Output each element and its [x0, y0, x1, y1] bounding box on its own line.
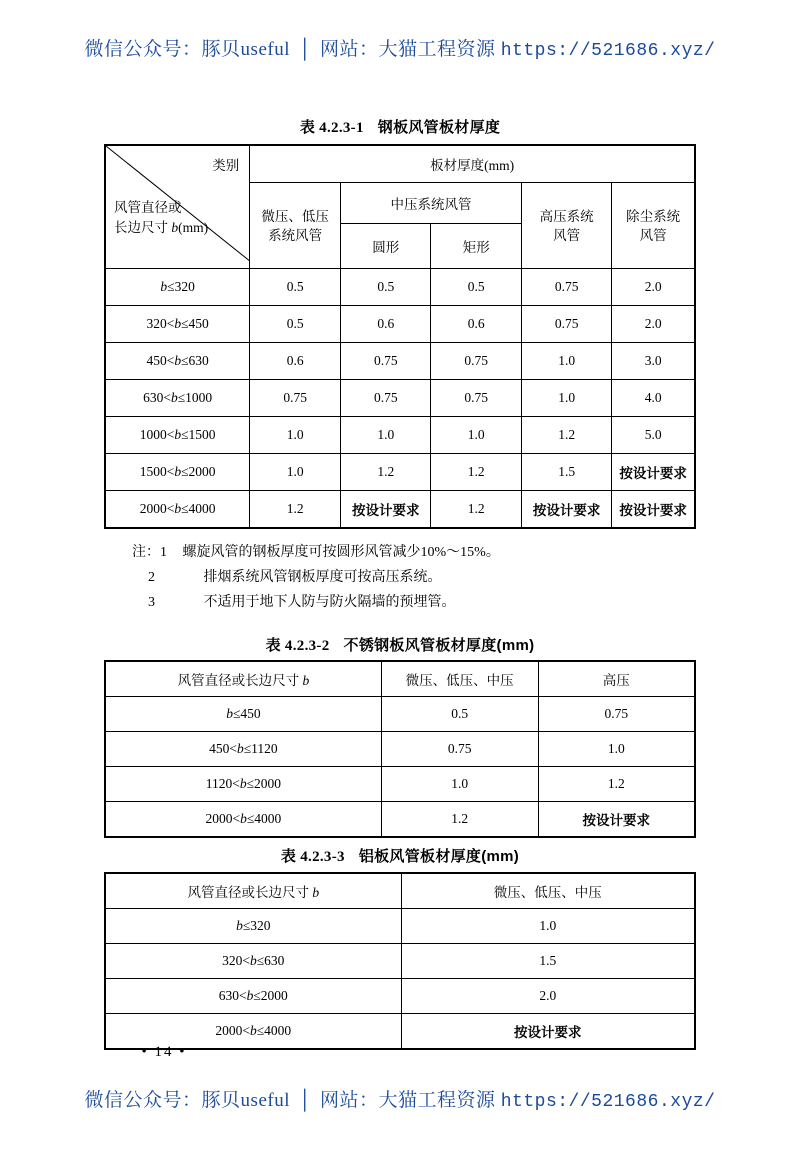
table1-caption	[0, 116, 800, 137]
table2-r0-range: b≤450	[105, 697, 381, 732]
table1-r4-round: 1.0	[341, 417, 431, 454]
table1-caption-number: 表 4.2.3-1	[299, 120, 364, 136]
table1-r4-range: 1000<b≤1500	[105, 417, 250, 454]
table3-r2-val: 2.0	[401, 979, 695, 1014]
table-row	[105, 697, 695, 732]
table1-r3-low: 0.75	[250, 380, 341, 417]
table2-caption-number: 表 4.2.3-2	[265, 638, 330, 654]
table3-caption-number: 表 4.2.3-3	[280, 849, 345, 865]
watermark-url: https://521686.xyz/	[500, 41, 716, 61]
table1-r0-rect: 0.5	[431, 269, 521, 306]
table-row	[105, 380, 695, 417]
table1-r5-high: 1.5	[521, 454, 611, 491]
table1-r2-rect: 0.75	[431, 343, 521, 380]
table1-r3-high: 1.0	[521, 380, 611, 417]
table1-r1-high: 0.75	[521, 306, 611, 343]
page-number: • 14 •	[141, 1044, 187, 1060]
table-row	[105, 909, 695, 944]
table-row	[105, 732, 695, 767]
table1-header-low: 微压、低压 系统风管	[250, 183, 341, 269]
table2-caption	[0, 634, 800, 655]
note-text-3: 不适用于地下人防与防火隔墙的预埋管。	[203, 595, 456, 610]
table-row	[105, 454, 695, 491]
table1-r0-high: 0.75	[521, 269, 611, 306]
table-row	[105, 417, 695, 454]
note-item	[132, 540, 692, 565]
table2-header-range-text: 风管直径或长边尺寸 b	[177, 673, 310, 688]
table-row	[105, 491, 695, 529]
table2-header-range	[105, 661, 381, 697]
table1-r6-dust: 按设计要求	[612, 491, 695, 529]
table1-r6-range: 2000<b≤4000	[105, 491, 250, 529]
note-text-2: 排烟系统风管钢板厚度可按高压系统。	[203, 570, 442, 585]
watermark-separator-bottom: │	[297, 1090, 312, 1111]
table3-caption-title: 铝板风管板材厚度(mm)	[358, 848, 520, 865]
table2-r3-range: 2000<b≤4000	[105, 802, 381, 838]
table1-corner-line2	[114, 220, 208, 235]
table3-r2-range: 630<b≤2000	[105, 979, 401, 1014]
table-row	[105, 802, 695, 838]
table2-r2-range: 1120<b≤2000	[105, 767, 381, 802]
table-row-header	[105, 661, 695, 697]
table1-r1-range: 320<b≤450	[105, 306, 250, 343]
table1-r2-low: 0.6	[250, 343, 341, 380]
table1-r5-low: 1.0	[250, 454, 341, 491]
watermark-top	[0, 34, 800, 61]
table2-r1-mid: 0.75	[381, 732, 538, 767]
table1-corner-rowlabel	[114, 198, 208, 238]
note-index-2: 2	[148, 570, 155, 585]
table3-r1-range: 320<b≤630	[105, 944, 401, 979]
table1-r3-rect: 0.75	[431, 380, 521, 417]
table1-r6-low: 1.2	[250, 491, 341, 529]
table1-r3-dust: 4.0	[612, 380, 695, 417]
table1-r1-round: 0.6	[341, 306, 431, 343]
table-row	[105, 306, 695, 343]
watermark-separator: │	[297, 39, 312, 60]
table1-r2-dust: 3.0	[612, 343, 695, 380]
table3-r1-val: 1.5	[401, 944, 695, 979]
table1-caption-title: 钢板风管板材厚度	[377, 119, 501, 136]
note-item	[132, 590, 692, 615]
notes-label: 注：1	[132, 545, 167, 560]
watermark-site-label-bottom: 网站：	[319, 1090, 379, 1111]
watermark-account: 豚贝useful	[201, 39, 290, 60]
table1-corner-line2-var: b	[171, 220, 179, 235]
table-row	[105, 343, 695, 380]
table1-corner-header	[105, 145, 250, 269]
table2-r2-high: 1.2	[538, 767, 695, 802]
table1-corner-line1: 风管直径或	[114, 200, 182, 215]
table2-r3-high: 按设计要求	[538, 802, 695, 838]
table3-r3-range: 2000<b≤4000	[105, 1014, 401, 1050]
table2-r3-mid: 1.2	[381, 802, 538, 838]
table3-r0-range: b≤320	[105, 909, 401, 944]
table1-corner-category: 类别	[212, 158, 240, 173]
table2-r1-range: 450<b≤1120	[105, 732, 381, 767]
watermark-url-bottom: https://521686.xyz/	[500, 1092, 716, 1112]
table2-caption-title: 不锈钢板风管板材厚度(mm)	[343, 637, 535, 654]
table3-r3-val: 按设计要求	[401, 1014, 695, 1050]
note-index-3: 3	[148, 595, 155, 610]
steel-duct-thickness-table	[104, 144, 696, 529]
table1-notes	[132, 540, 692, 615]
table1-header-dust: 除尘系统 风管	[612, 183, 695, 269]
watermark-site-name-bottom: 大猫工程资源	[378, 1090, 496, 1111]
table-row	[105, 944, 695, 979]
watermark-site-label: 网站：	[319, 39, 379, 60]
table2-r0-mid: 0.5	[381, 697, 538, 732]
table1-r6-rect: 1.2	[431, 491, 521, 529]
table2-r0-high: 0.75	[538, 697, 695, 732]
table3-header-val: 微压、低压、中压	[401, 873, 695, 909]
table1-header-high: 高压系统 风管	[521, 183, 611, 269]
table1-r3-range: 630<b≤1000	[105, 380, 250, 417]
table1-r1-low: 0.5	[250, 306, 341, 343]
table1-r4-high: 1.2	[521, 417, 611, 454]
table1-r1-rect: 0.6	[431, 306, 521, 343]
table2-r1-high: 1.0	[538, 732, 695, 767]
table1-r3-round: 0.75	[341, 380, 431, 417]
table1-r6-round: 按设计要求	[341, 491, 431, 529]
table3-header-range: 风管直径或长边尺寸 b	[105, 873, 401, 909]
table1-corner-line2-post: (mm)	[178, 220, 209, 235]
table-row	[105, 979, 695, 1014]
table-row	[105, 767, 695, 802]
table1-r0-range: b≤320	[105, 269, 250, 306]
table1-r2-round: 0.75	[341, 343, 431, 380]
table1-r5-dust: 按设计要求	[612, 454, 695, 491]
table1-r5-round: 1.2	[341, 454, 431, 491]
table1-r2-range: 450<b≤630	[105, 343, 250, 380]
table1-r0-round: 0.5	[341, 269, 431, 306]
table1-r0-dust: 2.0	[612, 269, 695, 306]
table1-r6-high: 按设计要求	[521, 491, 611, 529]
table2-header-mid: 微压、低压、中压	[381, 661, 538, 697]
table1-header-span: 板材厚度(mm)	[250, 145, 695, 183]
table-row-header-1	[105, 145, 695, 183]
table1-r4-low: 1.0	[250, 417, 341, 454]
table2-header-high: 高压	[538, 661, 695, 697]
watermark-account-bottom: 豚贝useful	[201, 1090, 290, 1111]
watermark-prefix-bottom: 微信公众号：	[84, 1090, 202, 1111]
watermark-prefix: 微信公众号：	[84, 39, 202, 60]
table1-corner-line2-pre: 长边尺寸	[114, 220, 172, 235]
table3-r0-val: 1.0	[401, 909, 695, 944]
table1-r5-range: 1500<b≤2000	[105, 454, 250, 491]
table-row-header	[105, 873, 695, 909]
note-item	[132, 565, 692, 590]
stainless-duct-thickness-table	[104, 660, 696, 838]
watermark-bottom	[0, 1085, 800, 1112]
table1-header-mid-round: 圆形	[341, 224, 431, 269]
table1-header-mid: 中压系统风管	[341, 183, 522, 224]
table-row	[105, 269, 695, 306]
table3-caption	[0, 845, 800, 866]
aluminium-duct-thickness-table	[104, 872, 696, 1050]
table1-r2-high: 1.0	[521, 343, 611, 380]
table1-r0-low: 0.5	[250, 269, 341, 306]
table1-r4-rect: 1.0	[431, 417, 521, 454]
watermark-site-name: 大猫工程资源	[378, 39, 496, 60]
table1-r5-rect: 1.2	[431, 454, 521, 491]
table2-r2-mid: 1.0	[381, 767, 538, 802]
table1-r4-dust: 5.0	[612, 417, 695, 454]
table1-r1-dust: 2.0	[612, 306, 695, 343]
table1-header-mid-rect: 矩形	[431, 224, 521, 269]
note-text-1: 螺旋风管的钢板厚度可按圆形风管减少10%～15%。	[182, 545, 500, 560]
